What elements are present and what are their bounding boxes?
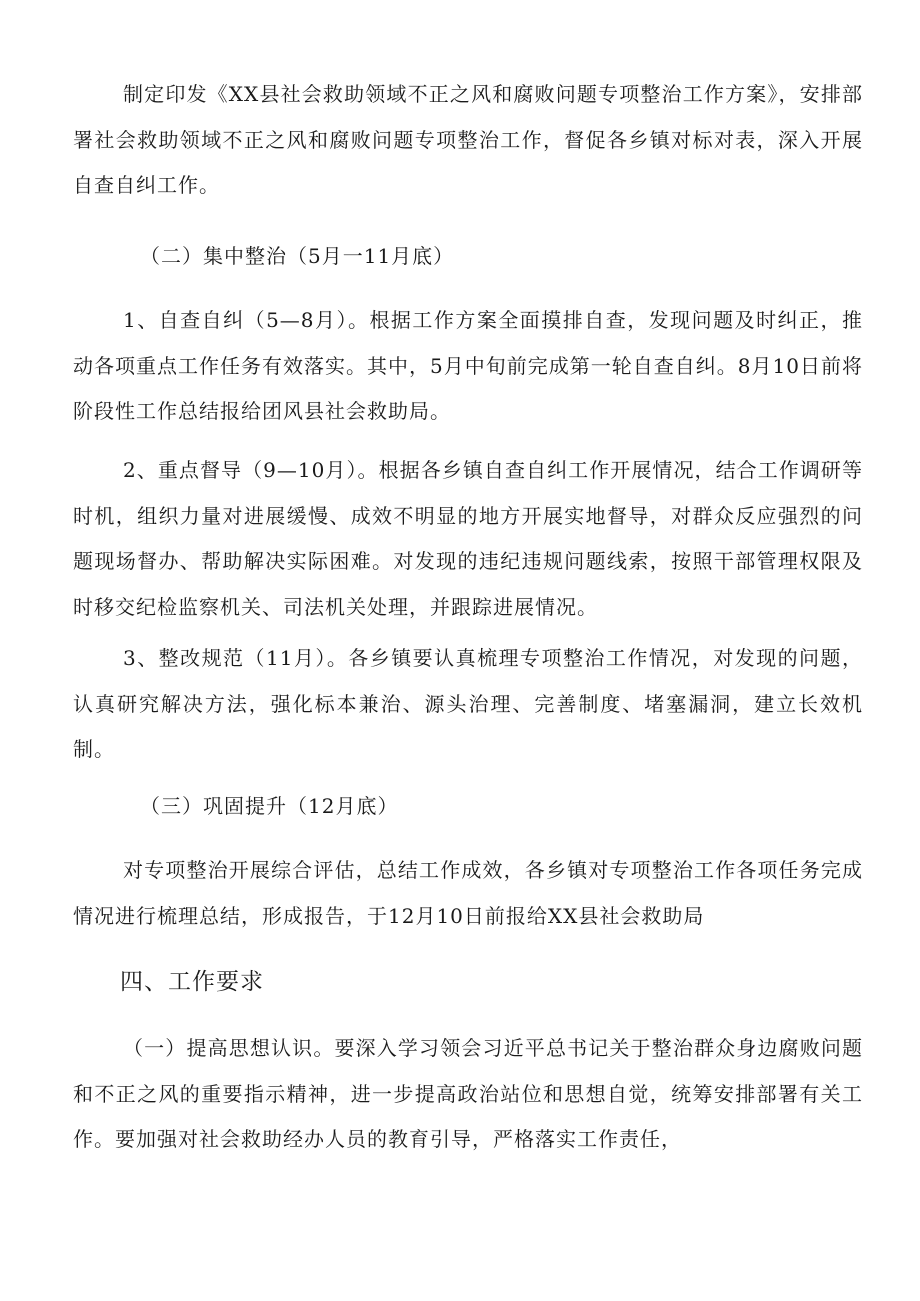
paragraph-self-inspection: 1、自查自纠（5—8月）。根据工作方案全面摸排自查，发现问题及时纠正，推动各项重点工作任务有效落实。其中，5月中旬前完成第一轮自查自纠。8月10日前将阶段性工作总结报给团风县社会救助局。 (73, 308, 863, 423)
paragraph-raise-awareness: （一）提高思想认识。要深入学习领会习近平总书记关于整治群众身边腐败问题和不正之风的重要指示精神，进一步提高政治站位和思想自觉，统筹安排部署有关工作。要加强对社会救助经办人员的教育引导，严格落实工作责任， (73, 1036, 863, 1151)
section-heading-centralized-rectification: （二）集中整治（5月一11月底） (140, 244, 455, 268)
paragraph-key-supervision: 2、重点督导（9—10月）。根据各乡镇自查自纠工作开展情况，结合工作调研等时机，组织力量对进展缓慢、成效不明显的地方开展实地督导，对群众反应强烈的问题现场督办、帮助解决实际困难。对发现的违纪违规问题线索，按照干部管理权限及时移交纪检监察机关、司法机关处理，并跟踪进展情况。 (73, 458, 863, 619)
paragraph-consolidation: 对专项整治开展综合评估，总结工作成效，各乡镇对专项整治工作各项任务完成情况进行梳理总结，形成报告，于12月10日前报给XX县社会救助局 (73, 858, 863, 928)
section-heading-consolidation: （三）巩固提升（12月底） (140, 794, 399, 818)
chapter-heading-work-requirements: 四、工作要求 (120, 969, 264, 995)
intro-paragraph: 制定印发《XX县社会救助领域不正之风和腐败问题专项整治工作方案》，安排部署社会救助领域不正之风和腐败问题专项整治工作，督促各乡镇对标对表，深入开展自查自纠工作。 (73, 82, 863, 197)
paragraph-rectification-standardization: 3、整改规范（11月）。各乡镇要认真梳理专项整治工作情况，对发现的问题，认真研究解决方法，强化标本兼治、源头治理、完善制度、堵塞漏洞，建立长效机制。 (73, 646, 863, 761)
